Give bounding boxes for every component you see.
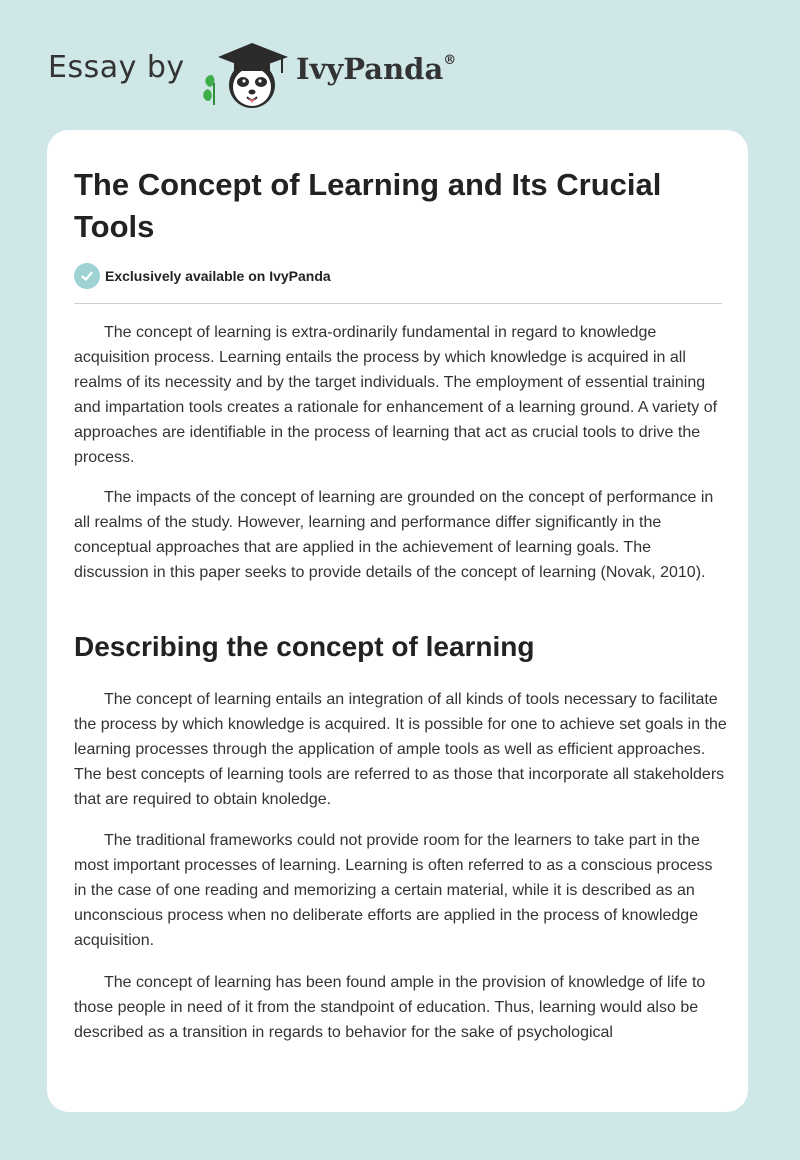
- essay-by-label: Essay by: [48, 50, 185, 85]
- paragraph: The traditional frameworks could not provide room for the learners to take part in the most important processes of learning. Learning is often referred to as a conscious process in the case of one reading and memorizing a certain material, while it is described as an unconscious process when no deliberate efforts are applied in the process of knowledge acquisition.: [74, 832, 713, 949]
- check-circle-icon: [74, 263, 100, 289]
- section-heading: Describing the concept of learning: [74, 631, 535, 662]
- paragraph: The impacts of the concept of learning are grounded on the concept of performance in all realms of the study. However, learning and performance differ significantly in the conceptual approaches that are applied in the achievement of learning goals. The discussion in this paper seeks to provide details of the concept of learning (Novak, 2010).: [74, 489, 714, 581]
- paragraph: The concept of learning entails an integration of all kinds of tools necessary to facilitate the process by which knowledge is acquired. It is possible for one to achieve set goals in the learning processes through the application of ample tools as well as efficient approaches. The best concepts of learning tools are referred to as those that incorporate all stakeholders that are required to obtain knoledge.: [74, 691, 727, 808]
- registered-mark: ®: [443, 53, 457, 69]
- panda-graduation-cap-logo[interactable]: [198, 35, 298, 111]
- site-header: [48, 30, 548, 110]
- ivypanda-brand-name[interactable]: IvyPanda®: [296, 52, 457, 86]
- essay-card: [47, 130, 748, 1112]
- paragraph: The concept of learning has been found ample in the provision of knowledge of life to those people in need of it from the standpoint of education. Thus, learning would also be described as a transition in regards to behavior for the sake of psychological: [74, 974, 706, 1041]
- ivy-leaf-icon: [203, 75, 214, 105]
- paragraph: The concept of learning is extra-ordinarily fundamental in regard to knowledge acquisition process. Learning entails the process by which knowledge is acquired in all realms of its necessity and by the target individuals. The employment of essential training and impartation tools creates a rationale for enhancement of a learning ground. A variety of approaches are identifiable in the process of learning that act as crucial tools to drive the process.: [74, 324, 718, 466]
- essay-title: The Concept of Learning and Its Crucial Tools: [74, 167, 662, 244]
- divider: [74, 303, 722, 304]
- exclusive-label: Exclusively available on IvyPanda: [105, 268, 331, 284]
- exclusive-badge: [74, 263, 331, 289]
